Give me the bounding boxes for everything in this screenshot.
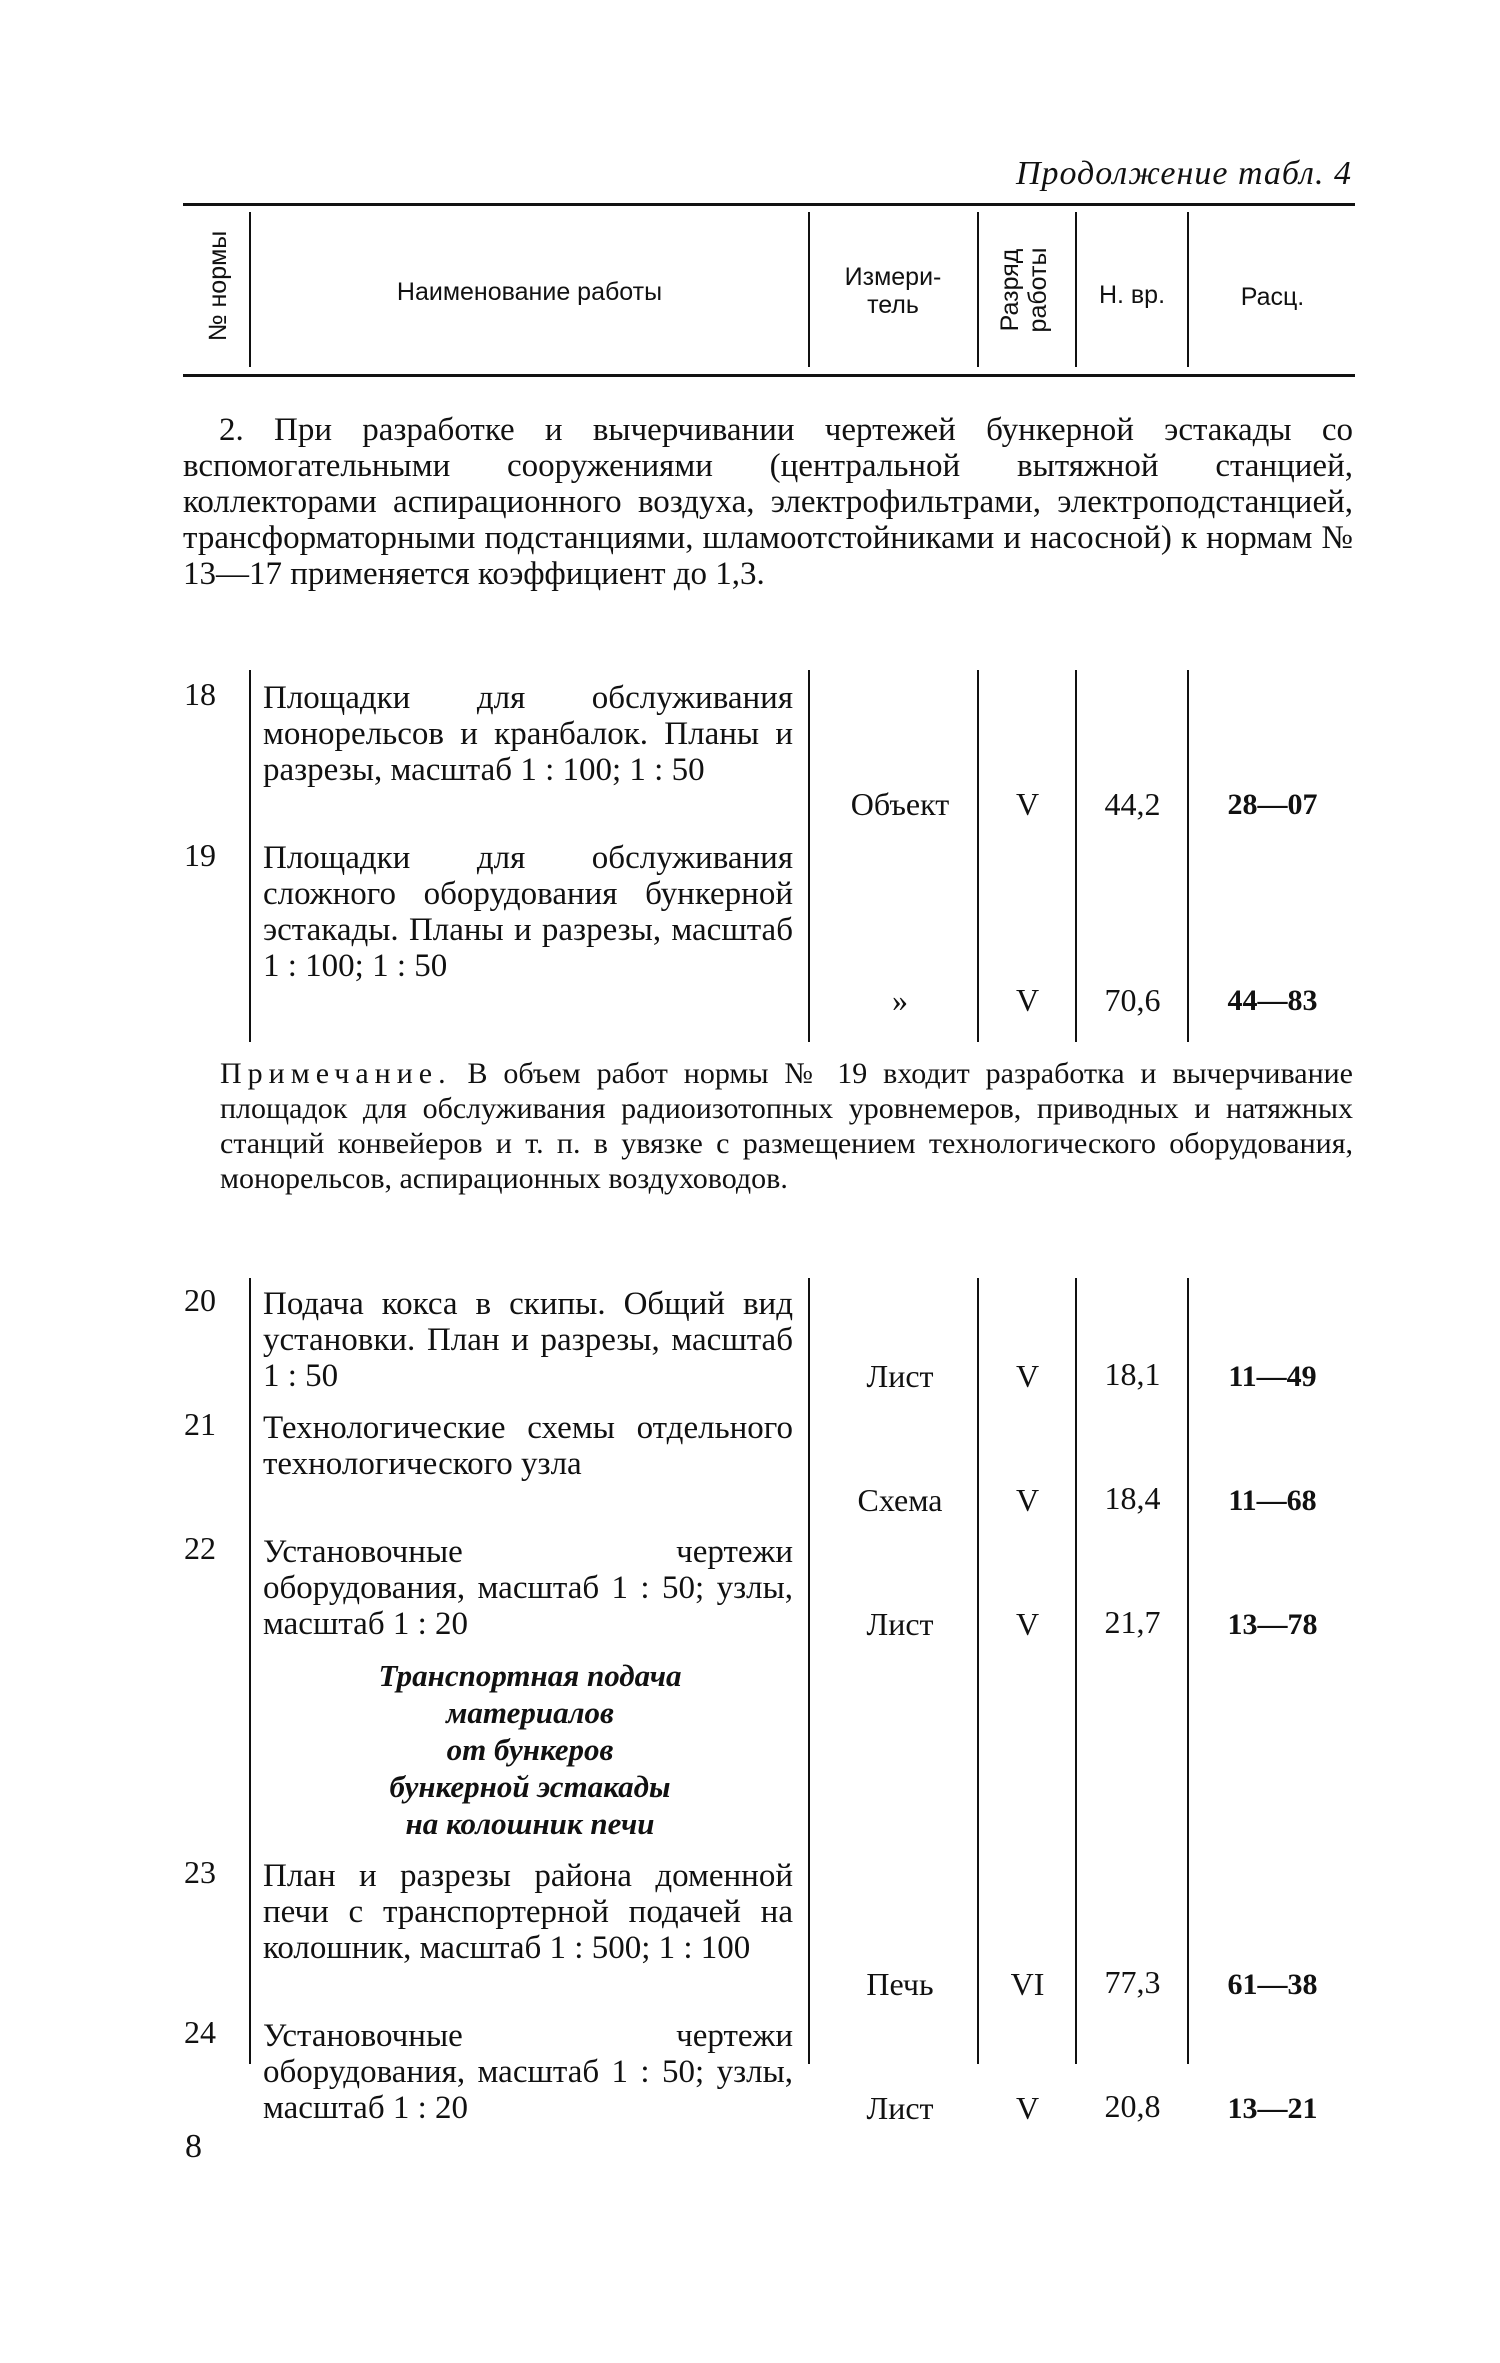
table-divider (1187, 1278, 1189, 2064)
grade: VI (1010, 1966, 1045, 2002)
section-heading-line: бункерной эстакады (389, 1769, 671, 1804)
table-divider (808, 1278, 810, 2064)
work-name: Подача кокса в скипы. Общий вид установки. План и разрезы, масштаб 1 : 50 (263, 1286, 793, 1394)
rate: 28—07 (1227, 788, 1318, 821)
norm-time: 18,1 (1104, 1356, 1161, 1392)
norm-number: 23 (184, 1854, 216, 1890)
note (220, 1056, 1353, 1196)
norm-number: 24 (184, 2014, 216, 2050)
norm-time: 21,7 (1104, 1604, 1161, 1640)
continuation-title: Продолжение табл. 4 (1015, 155, 1352, 192)
work-name: План и разрезы района доменной печи с транспортерной подачей на колошник, масштаб 1 : 500; 1 : 100 (263, 1858, 793, 1966)
note-text: В объем работ нормы № 19 входит разработка и вычерчивание площадок для обслуживания радиоизотопных уровнемеров, приводных и натяжных станций конвейеров и т. п. в увязке с размещением технологического оборудования, монорельсов, аспирационных воздуховодов. (220, 1057, 1353, 1195)
header-grade-line2: работы (1024, 247, 1052, 333)
grade: V (1015, 982, 1040, 1018)
norm-number: 18 (184, 676, 216, 712)
table-divider (1075, 1278, 1077, 2064)
work-name: Технологические схемы отдельного технологического узла (263, 1410, 793, 1482)
section-heading-line: на колошник печи (405, 1806, 655, 1841)
header-divider (249, 212, 251, 367)
rate: 13—78 (1227, 1608, 1318, 1641)
unit: Лист (866, 1606, 934, 1642)
table-divider (977, 1278, 979, 2064)
page-number: 8 (185, 2128, 202, 2165)
work-name: Площадки для обслуживания сложного оборудования бункерной эстакады. Планы и разрезы, масштаб 1 : 100; 1 : 50 (263, 840, 793, 984)
section-heading-line: материалов (446, 1695, 614, 1730)
header-norm-no: № нормы (204, 230, 232, 342)
header-divider (977, 212, 979, 367)
work-name: Установочные чертежи оборудования, масштаб 1 : 50; узлы, масштаб 1 : 20 (263, 2018, 793, 2126)
grade: V (1015, 1358, 1040, 1394)
header-unit-line1: Измери- (844, 263, 942, 291)
header-divider (1187, 212, 1189, 367)
norm-number: 20 (184, 1282, 216, 1318)
section-heading-line: от бункеров (446, 1732, 614, 1767)
rate: 61—38 (1227, 1968, 1318, 2001)
unit: Лист (866, 2090, 934, 2126)
grade: V (1015, 786, 1040, 822)
unit: Лист (866, 1358, 934, 1394)
unit: Объект (850, 786, 950, 822)
work-name: Установочные чертежи оборудования, масштаб 1 : 50; узлы, масштаб 1 : 20 (263, 1534, 793, 1642)
norm-number: 19 (184, 837, 216, 873)
norm-time: 20,8 (1104, 2088, 1161, 2124)
norm-time: 44,2 (1104, 786, 1161, 822)
note-label: Примечание. (220, 1057, 452, 1090)
unit: Печь (866, 1966, 934, 2002)
header-time: Н. вр. (1098, 281, 1166, 309)
paragraph-2 (183, 412, 1353, 592)
unit: » (892, 982, 908, 1018)
table-divider (249, 670, 251, 1042)
unit: Схема (857, 1482, 943, 1518)
header-unit-line2: тель (867, 291, 919, 319)
header-grade (996, 215, 1056, 365)
rate: 44—83 (1227, 984, 1318, 1017)
rate: 13—21 (1227, 2092, 1318, 2125)
header-rate: Расц. (1240, 283, 1305, 311)
header-grade-line1: Разряд (996, 248, 1024, 332)
norm-time: 70,6 (1104, 982, 1161, 1018)
table-divider (249, 1278, 251, 2064)
paragraph-2-text: 2. При разработке и вычерчивании чертежей бункерной эстакады со вспомогательными сооружениями (центральной вытяжной станцией, коллекторами аспирационного воздуха, электрофильтрами, электроподстанцией, трансформаторными подстанциями, шламоотстойниками и насосной) к нормам № 13—17 применяется коэффициент до 1,3. (183, 412, 1353, 592)
norm-number: 21 (184, 1406, 216, 1442)
norm-number: 22 (184, 1530, 216, 1566)
grade: V (1015, 1482, 1040, 1518)
rate: 11—49 (1228, 1360, 1317, 1393)
work-name: Площадки для обслуживания монорельсов и кранбалок. Планы и разрезы, масштаб 1 : 100; 1 : 50 (263, 680, 793, 788)
section-heading (300, 1657, 760, 1842)
header-unit (810, 263, 976, 319)
grade: V (1015, 2090, 1040, 2126)
table-divider (808, 670, 810, 1042)
header-top-rule (183, 203, 1355, 206)
norm-time: 77,3 (1104, 1964, 1161, 2000)
header-work-name: Наименование работы (396, 278, 663, 306)
section-heading-line: Транспортная подача (378, 1658, 682, 1693)
header-bottom-rule (183, 374, 1355, 377)
grade: V (1015, 1606, 1040, 1642)
rate: 11—68 (1228, 1484, 1317, 1517)
norm-time: 18,4 (1104, 1480, 1161, 1516)
